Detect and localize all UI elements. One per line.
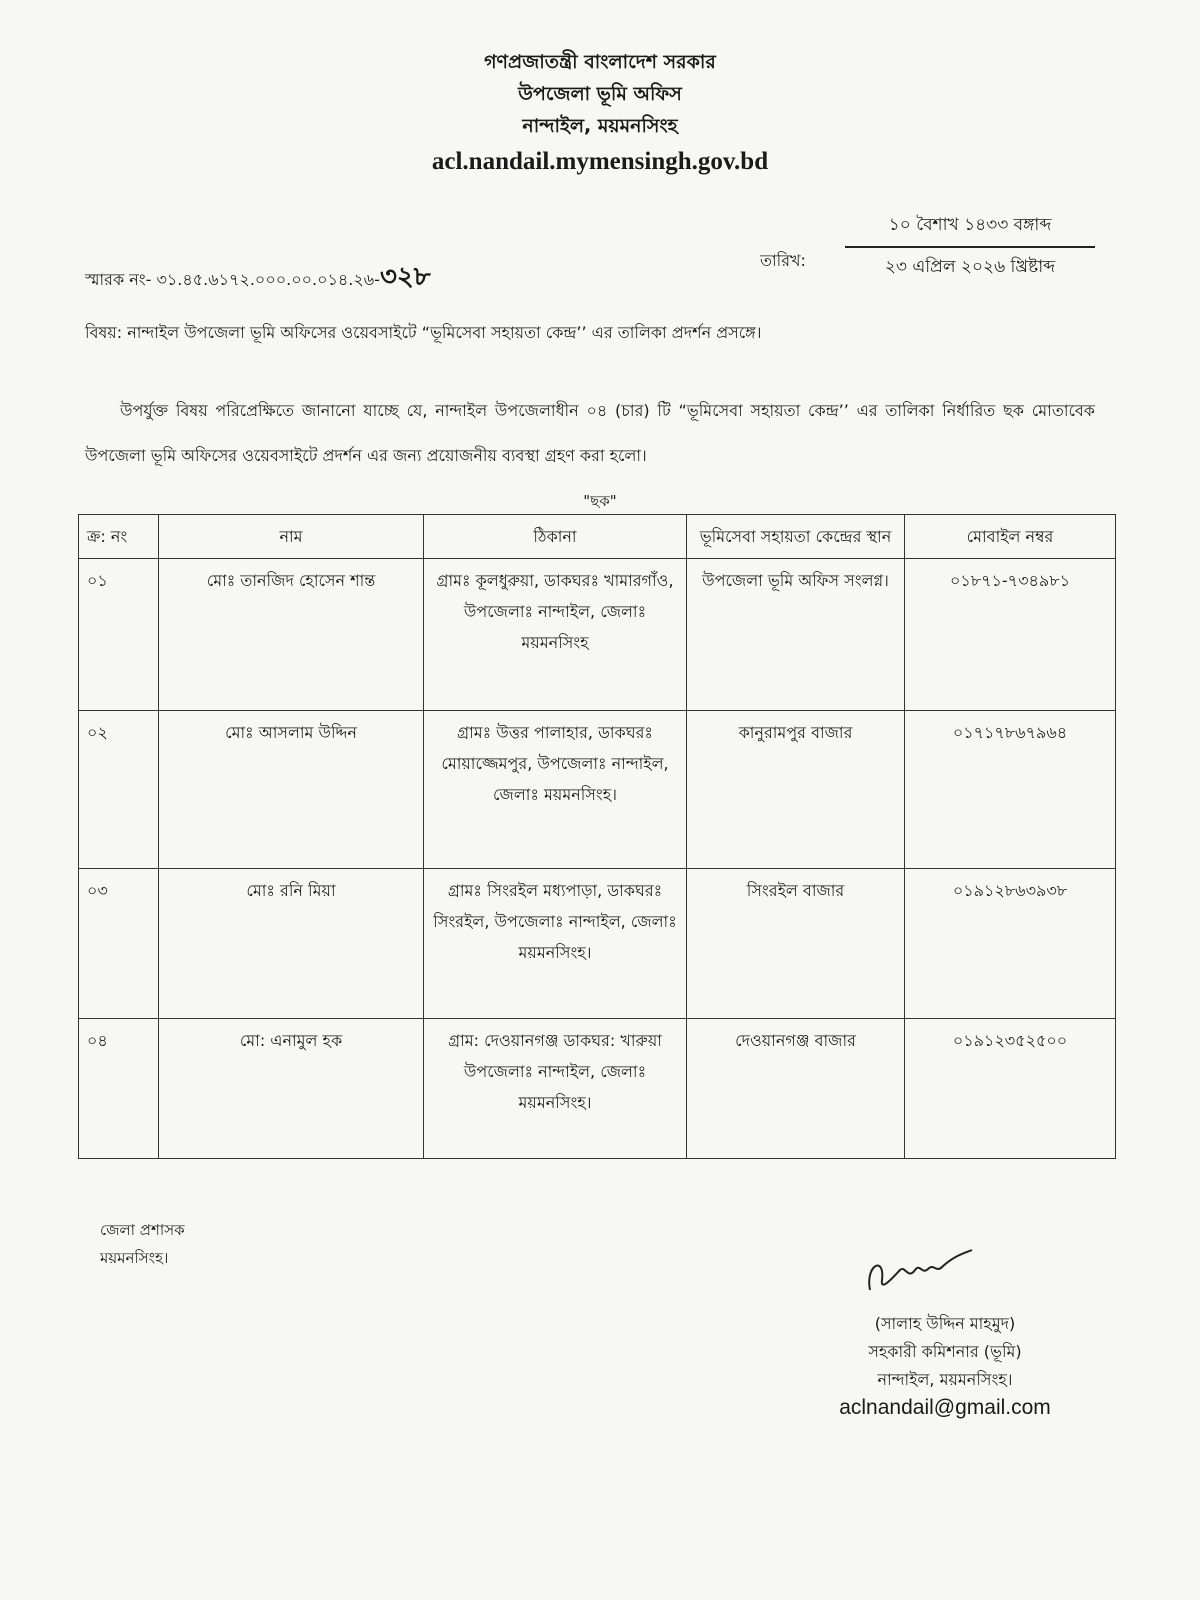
body-paragraph: উপর্যুক্ত বিষয় পরিপ্রেক্ষিতে জানানো যাচ্ছে যে, নান্দাইল উপজেলাধীন ০৪ (চার) টি “ভূমিসেবা সহায়তা কেন্দ্র’’ এর তালিকা নির্ধারিত ছক মোতাবেক উপজেলা ভূমি অফিসের ওয়েবসাইটে প্রদর্শন এর জন্য প্রয়োজনীয় ব্যবস্থা গ্রহণ করা হলো। — [85, 401, 1095, 465]
date-bangla: ১০ বৈশাখ ১৪৩৩ বঙ্গাব্দ — [845, 212, 1095, 248]
header-serial: ক্র: নং — [79, 515, 159, 559]
cell-mobile: ০১৭১৭৮৬৭৯৬৪ — [905, 711, 1116, 869]
signatory-designation: সহকারী কমিশনার (ভূমি) — [868, 1342, 1022, 1361]
cell-name: মোঃ আসলাম উদ্দিন — [159, 711, 424, 869]
signatory-email: aclnandail@gmail.com — [839, 1396, 1051, 1419]
cell-name: মো: এনামুল হক — [159, 1019, 424, 1159]
cell-address: গ্রামঃ কূলধুরুয়া, ডাকঘরঃ খামারগাঁও, উপজেলাঃ নান্দাইল, জেলাঃ ময়মনসিংহ — [424, 559, 687, 711]
date-english: ২৩ এপ্রিল ২০২৬ খ্রিষ্টাব্দ — [884, 257, 1056, 277]
table-row — [79, 711, 1116, 869]
cell-serial: ০৪ — [79, 1019, 159, 1159]
header-location: ভূমিসেবা সহায়তা কেন্দ্রের স্থান — [687, 515, 905, 559]
table-row — [79, 1019, 1116, 1159]
memo-handwritten-number: ৩২৮ — [379, 262, 431, 292]
header-name: নাম — [159, 515, 424, 559]
table-header-row — [79, 515, 1116, 559]
recipient-location: ময়মনসিংহ। — [100, 1249, 169, 1267]
table-row — [79, 869, 1116, 1019]
signature-block — [790, 1250, 1100, 1422]
signatory-office: নান্দাইল, ময়মনসিংহ। — [877, 1370, 1013, 1389]
cell-mobile: ০১৯১২৩৫২৫০০ — [905, 1019, 1116, 1159]
office-location: নান্দাইল, ময়মনসিংহ — [522, 115, 678, 137]
office-title: উপজেলা ভূমি অফিস — [518, 83, 682, 105]
cell-name: মোঃ তানজিদ হোসেন শান্ত — [159, 559, 424, 711]
website: acl.nandail.mymensingh.gov.bd — [431, 148, 769, 175]
cell-serial: ০৩ — [79, 869, 159, 1019]
table-caption: "ছক" — [583, 492, 617, 510]
cell-address: গ্রামঃ উত্তর পালাহার, ডাকঘরঃ মোয়াজ্জেমপুর, উপজেলাঃ নান্দাইল, জেলাঃ ময়মনসিংহ। — [424, 711, 687, 869]
cell-address: গ্রামঃ সিংরইল মধ্যপাড়া, ডাকঘরঃ সিংরইল, উপজেলাঃ নান্দাইল, জেলাঃ ময়মনসিংহ। — [424, 869, 687, 1019]
recipient-block — [100, 1216, 185, 1272]
cell-address: গ্রাম: দেওয়ানগঞ্জ ডাকঘর: খারুয়া উপজেলাঃ নান্দাইল, জেলাঃ ময়মনসিংহ। — [424, 1019, 687, 1159]
subject: বিষয়: নান্দাইল উপজেলা ভূমি অফিসের ওয়েবসাইটে “ভূমিসেবা সহায়তা কেন্দ্র’’ এর তালিকা প্রদর্শন প্রসঙ্গে। — [85, 323, 762, 342]
date-label: তারিখ: — [760, 251, 806, 270]
table-row — [79, 559, 1116, 711]
cell-name: মোঃ রনি মিয়া — [159, 869, 424, 1019]
signatory-name: (সালাহ উদ্দিন মাহমুদ) — [874, 1314, 1016, 1333]
cell-location: দেওয়ানগঞ্জ বাজার — [687, 1019, 905, 1159]
date-box — [845, 212, 1095, 282]
memo-number — [85, 256, 431, 300]
cell-mobile: ০১৯১২৮৬৩৯৩৮ — [905, 869, 1116, 1019]
cell-serial: ০১ — [79, 559, 159, 711]
govt-title: গণপ্রজাতন্ত্রী বাংলাদেশ সরকার — [484, 51, 716, 73]
memo-prefix: স্মারক নং- ৩১.৪৫.৬১৭২.০০০.০০.০১৪.২৬- — [85, 270, 380, 289]
header-address: ঠিকানা — [424, 515, 687, 559]
cell-location: কানুরামপুর বাজার — [687, 711, 905, 869]
cell-location: সিংরইল বাজার — [687, 869, 905, 1019]
cell-location: উপজেলা ভূমি অফিস সংলগ্ন। — [687, 559, 905, 711]
service-center-table — [78, 514, 1116, 1159]
recipient-title: জেলা প্রশাসক — [100, 1221, 185, 1239]
header-mobile: মোবাইল নম্বর — [905, 515, 1116, 559]
cell-mobile: ০১৮৭১-৭৩৪৯৮১ — [905, 559, 1116, 711]
cell-serial: ০২ — [79, 711, 159, 869]
